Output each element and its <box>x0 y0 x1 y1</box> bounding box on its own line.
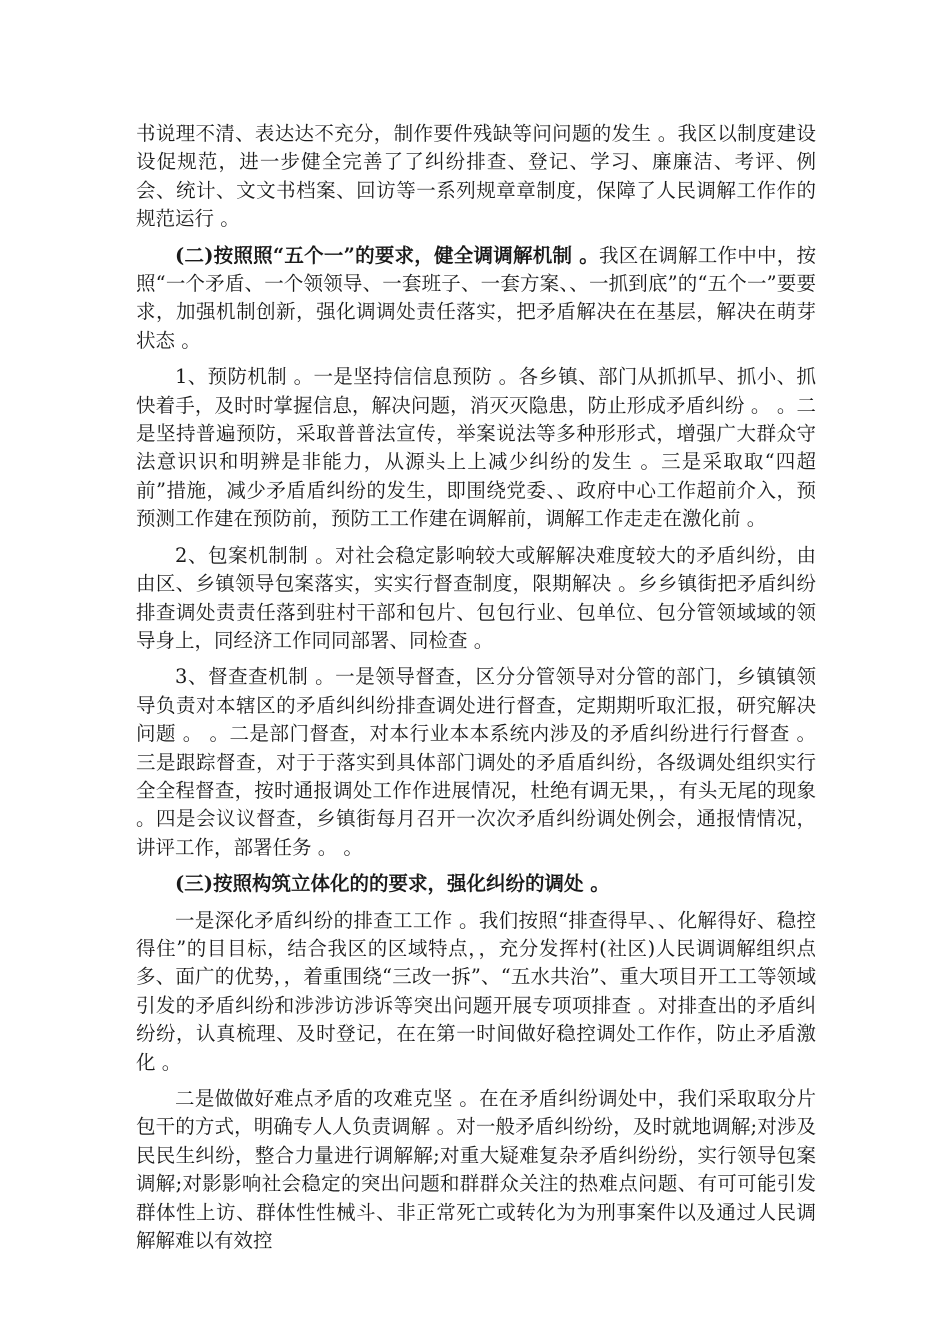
paragraph-8-text: 二是做做好难点矛盾的攻难克坚 。在在矛盾纠纷调处中，我们采取取分片包干的方式，明确专人人负责调解 。对一般矛盾纠纷纷，及时就地调解;对涉及民民生纠纷，整合力量进行调解解;对重大疑难复杂矛盾纠纷纷，实行领导包案调解;对影影响社会稳定的突出问题和群群众关注的热难点问题、有可可能引发群体性上访、群体性性械斗、非正常死亡或转化为为刑事案件以及通过人民调解解难以有效控 <box>136 1087 816 1253</box>
section-three-heading: (三)按照构筑立体化的的要求，强化纠纷的调处 。 <box>175 872 610 896</box>
paragraph-7-investigation <box>136 907 816 1077</box>
paragraph-6-section-three <box>136 870 816 898</box>
paragraph-2-text: 我区在调解工作中中，按照“一个矛盾、一个领领导、一套班子、一套方案、、一抓到底”的“五个一”要要求，加强机制创新，强化调调处责任落实，把矛盾解决在在基层，解决在萌芽状态 。 <box>136 243 816 352</box>
paragraph-7-text: 一是深化矛盾纠纷的排查工工作 。我们按照“排查得早、、化解得好、稳控得住”的目目标，结合我区的区域特点，，充分发挥村(社区)人民调调解组织点多、面广的优势，，着重围绕“三改一拆”、“五水共治”、重大项目开工工等领域引发的矛盾纠纷和涉涉访涉诉等突出问题开展专项项排查 。对排查出的矛盾纠纷纷，认真梳理、及时登记，在在第一时间做好稳控调处工作作，防止矛盾激化 。 <box>136 908 816 1074</box>
paragraph-2-section-two <box>136 242 816 356</box>
paragraph-3-prevention-mechanism <box>136 363 816 533</box>
paragraph-1-text: 书说理不清、表达达不充分，制作要件残缺等问问题的发生 。我区以制度建设设促规范，进一步健全完善了了纠纷排查、登记、学习、廉廉洁、考评、例会、统计、文文书档案、回访等一系列规章章制度，保障了人民调解工作作的规范运行 。 <box>136 122 816 231</box>
paragraph-4-case-mechanism <box>136 542 816 656</box>
paragraph-5-supervision-mechanism <box>136 663 816 862</box>
paragraph-8-difficult-disputes <box>136 1085 816 1255</box>
paragraph-3-text: 1、预防机制 。一是坚持信信息预防 。各乡镇、部门从抓抓早、抓小、抓快着手，及时时掌握信息，解决问题，消灭灭隐患，防止形成矛盾纠纷 。 。二是坚持普遍预防，采取普普法宣传，举案说法等多种形形式，增强广大群众守法意识识和明辨是非能力，从源头上上减少纠纷的发生 。三是采取取“四超前”措施，减少矛盾盾纠纷的发生，即围绕党委、、政府中心工作超前介入，预预测工作建在预防前，预防工工作建在调解前，调解工作走走在激化前 。 <box>136 365 816 531</box>
section-two-heading: (二)按照照“五个一”的要求，健全调调解机制 。 <box>175 243 600 267</box>
paragraph-5-text: 3、督查查机制 。一是领导督查，区分分管领导对分管的部门，乡镇镇领导负责对本辖区的矛盾纠纠纷排查调处进行督查，定期期听取汇报，研究解决问题 。 。二是部门督查，对本行业本本系统内涉及的矛盾纠纷进行行督查 。三是跟踪督查，对于于落实到具体部门调处的矛盾盾纠纷，各级调处组织实行全全程督查，按时通报调处工作作进展情况，杜绝有调无果，，有头无尾的现象 。四是会议议督查，乡镇街每月召开一次次矛盾纠纷调处例会，通报情情况，讲评工作，部署任务 。 。 <box>136 665 816 859</box>
paragraph-1 <box>136 120 816 234</box>
paragraph-4-text: 2、包案机制制 。对社会稳定影响较大或解解决难度较大的矛盾纠纷，由由区、乡镇领导包案落实，实实行督查制度，限期解决 。乡乡镇街把矛盾纠纷排查调处责责任落到驻村干部和包片、包包行业、包单位、包分管领域域的领导身上，同经济工作同同部署、同检查 。 <box>136 543 816 652</box>
document-page <box>136 120 816 1263</box>
